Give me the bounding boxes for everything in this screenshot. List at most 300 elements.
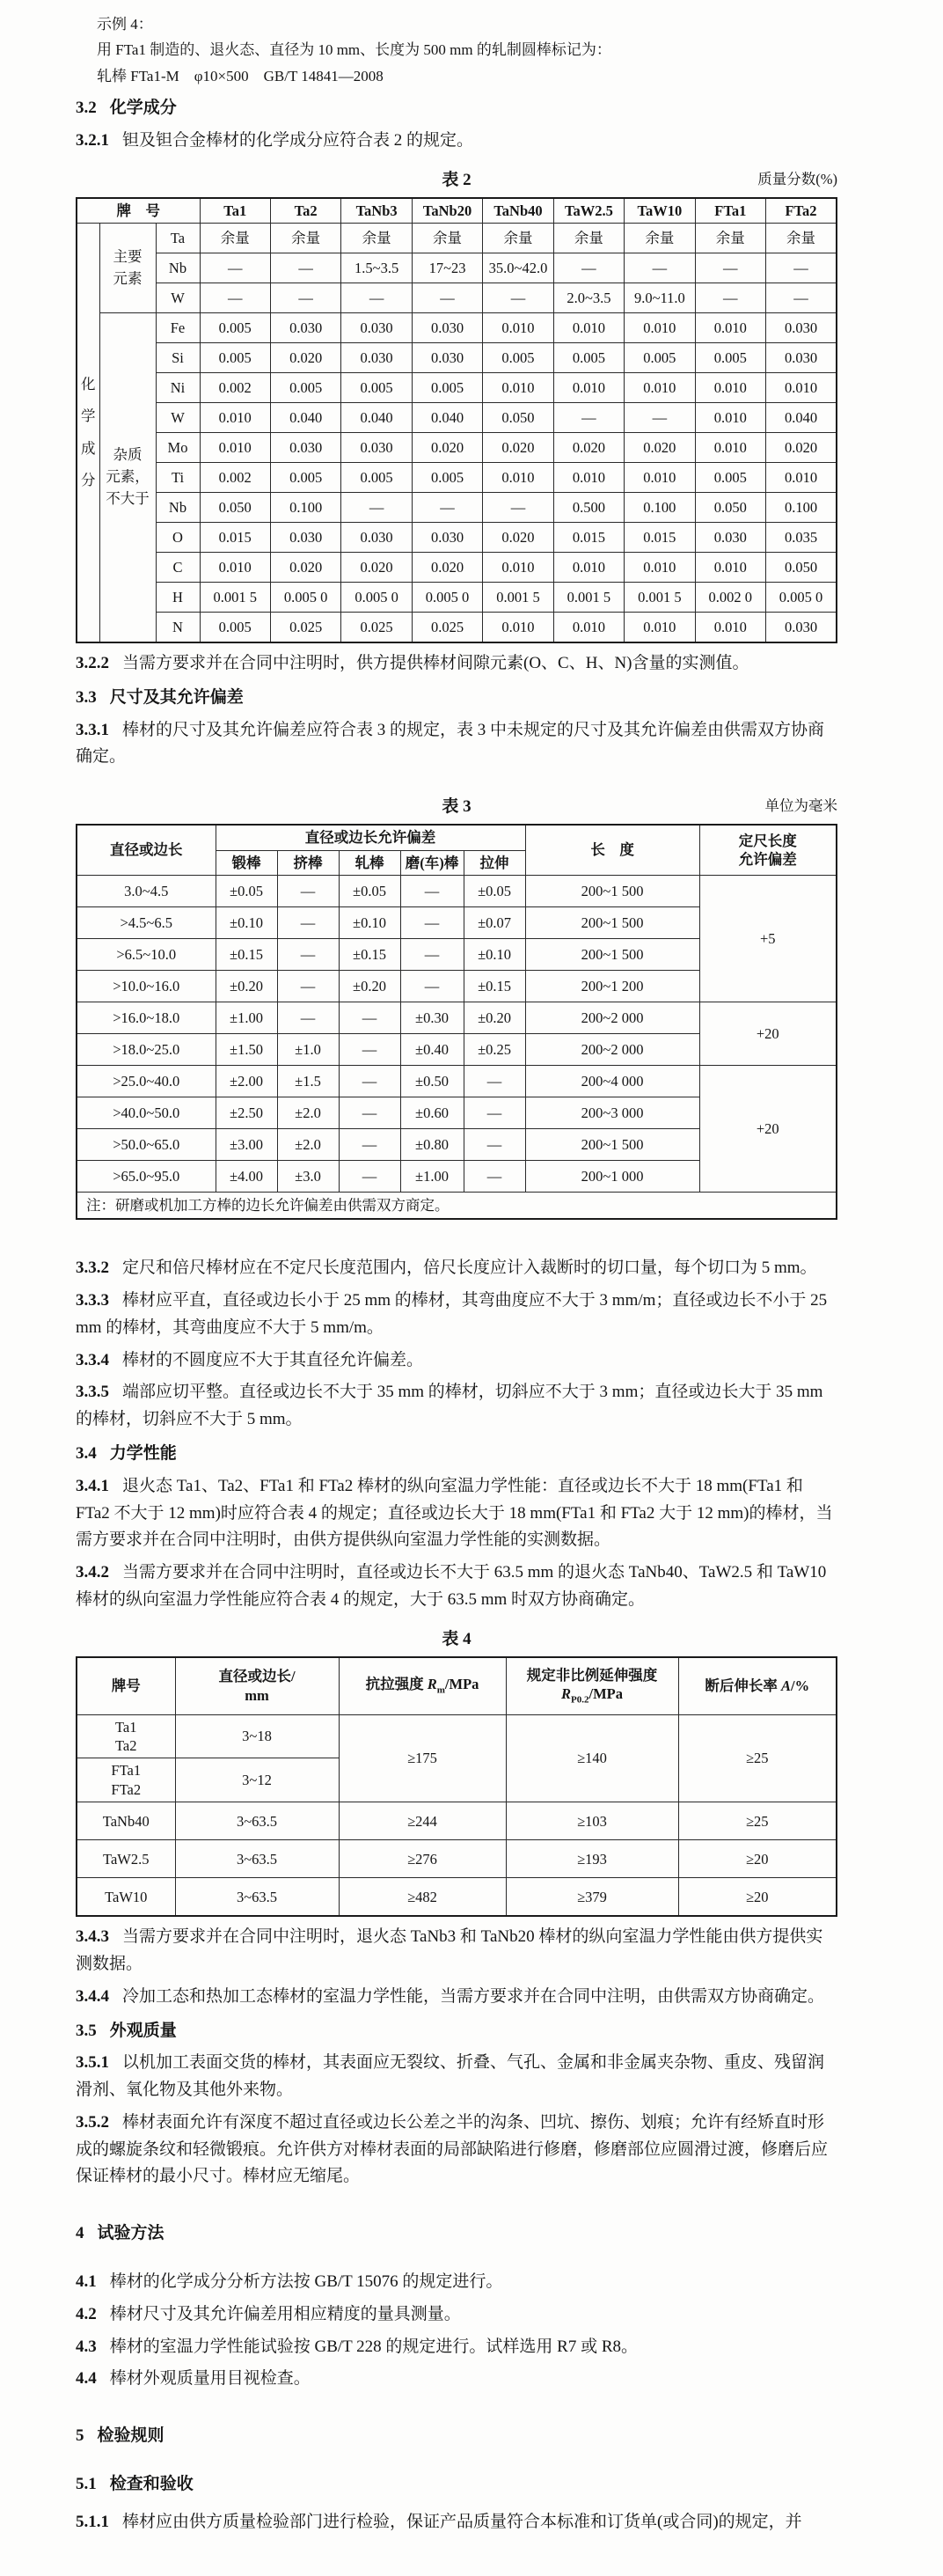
clause-3-2-1: 3.2.1 钽及钽合金棒材的化学成分应符合表 2 的规定。: [76, 130, 474, 150]
table-cell: 杂质 元素， 不大于: [99, 313, 156, 643]
table-cell: 3~63.5: [175, 1878, 339, 1917]
table-cell: —: [483, 283, 553, 313]
table-cell: 0.030: [341, 433, 412, 463]
table2-body: [77, 224, 837, 643]
table-cell: 0.005: [553, 343, 624, 373]
clause-3-3-4: 3.3.4 棒材的不圆度应不大于其直径允许偏差。: [76, 1350, 424, 1369]
table-cell: —: [625, 403, 695, 433]
table-cell: 200~1 200: [525, 970, 699, 1002]
table-cell: 0.020: [625, 433, 695, 463]
table-cell: 1.5~3.5: [341, 253, 412, 283]
table-cell: 0.005 0: [766, 583, 837, 613]
table-2: [76, 197, 837, 643]
table-cell: H: [156, 583, 200, 613]
table-cell: —: [339, 1065, 400, 1097]
table4-body: [77, 1714, 837, 1916]
table-cell: 0.025: [270, 613, 340, 643]
table3-unit: 单位为毫米: [764, 797, 837, 815]
table-cell: 0.010: [695, 373, 765, 403]
table-cell: 余量: [270, 224, 340, 253]
table-cell: 余量: [483, 224, 553, 253]
clause-3-2-2: 3.2.2 当需方要求并在合同中注明时，供方提供棒材间隙元素(O、C、H、N)含量的实测值。: [76, 654, 749, 672]
table-cell: —: [766, 283, 837, 313]
table-cell: 2.0~3.5: [553, 283, 624, 313]
table-cell: 0.010: [695, 313, 765, 343]
column-header: 直径或边长/ mm: [175, 1657, 339, 1715]
table-cell: ≥276: [339, 1840, 506, 1878]
table-cell: 200~1 500: [525, 906, 699, 938]
table-cell: 0.005: [695, 463, 765, 493]
table-cell: 0.040: [270, 403, 340, 433]
table-cell: 3~63.5: [175, 1802, 339, 1840]
table-row: [77, 583, 837, 613]
table-cell: FTa1 FTa2: [77, 1758, 175, 1802]
table-cell: 0.005: [483, 343, 553, 373]
table-cell: 余量: [341, 224, 412, 253]
table-cell: 0.010: [625, 373, 695, 403]
table4-caption-row: [76, 1626, 837, 1651]
table-cell: >40.0~50.0: [77, 1097, 216, 1128]
table-cell: —: [339, 1033, 400, 1065]
table2-unit: 质量分数(%): [757, 170, 837, 187]
table-cell: —: [400, 970, 464, 1002]
table-cell: 0.005: [200, 343, 270, 373]
table-cell: 17~23: [412, 253, 482, 283]
table-cell: TaW10: [77, 1878, 175, 1917]
column-header: 定尺长度 允许偏差: [699, 825, 837, 875]
column-header: TaNb3: [341, 198, 412, 224]
table-cell: —: [200, 253, 270, 283]
table-cell: ±4.00: [216, 1160, 277, 1192]
table-cell: ±1.50: [216, 1033, 277, 1065]
table-cell: 0.020: [270, 343, 340, 373]
table-cell: 0.010: [625, 613, 695, 643]
table-cell: 0.025: [341, 613, 412, 643]
table-cell: W: [156, 283, 200, 313]
table-cell: +20: [699, 1002, 837, 1065]
table-row: [77, 1878, 837, 1917]
table-cell: >65.0~95.0: [77, 1160, 216, 1192]
table-cell: ≥193: [506, 1840, 678, 1878]
clause-3-3-2: 3.3.2 定尺和倍尺棒材应在不定尺长度范围内，倍尺长度应计入裁断时的切口量，每个切口为 5 mm。: [76, 1259, 817, 1278]
table-cell: ±0.07: [464, 906, 525, 938]
table-cell: 0.010: [553, 553, 624, 583]
table-cell: ±2.0: [277, 1128, 339, 1160]
table-cell: ±0.20: [339, 970, 400, 1002]
table-cell: ±0.50: [400, 1065, 464, 1097]
table-cell: 余量: [766, 224, 837, 253]
table-row: [77, 523, 837, 553]
table-cell: 0.010: [625, 553, 695, 583]
table-cell: —: [464, 1128, 525, 1160]
table-cell: —: [464, 1065, 525, 1097]
table-cell: 0.005: [341, 373, 412, 403]
table-cell: —: [339, 1002, 400, 1033]
table-cell: +5: [699, 875, 837, 1002]
table-cell: ±0.80: [400, 1128, 464, 1160]
table-cell: +20: [699, 1065, 837, 1192]
example-line-2: 轧棒 FTa1-M φ10×500 GB/T 14841—2008: [97, 67, 384, 84]
table-cell: 0.100: [270, 493, 340, 523]
table-cell: >16.0~18.0: [77, 1002, 216, 1033]
table-cell: >6.5~10.0: [77, 938, 216, 970]
table-cell: 200~2 000: [525, 1033, 699, 1065]
table-cell: ±2.00: [216, 1065, 277, 1097]
column-header: 直径或边长: [77, 825, 216, 875]
table-cell: 0.030: [341, 313, 412, 343]
column-header: 抗拉强度 $R_m$/MPa: [339, 1657, 506, 1715]
column-header: 牌号: [77, 1657, 175, 1715]
table-cell: 0.005: [412, 373, 482, 403]
table-cell: —: [400, 938, 464, 970]
table-cell: ±0.20: [464, 1002, 525, 1033]
table-cell: >50.0~65.0: [77, 1128, 216, 1160]
table-cell: 0.002: [200, 463, 270, 493]
table-cell: Si: [156, 343, 200, 373]
table-cell: 主要 元素: [99, 224, 156, 313]
table-row: [77, 613, 837, 643]
table-cell: ±1.0: [277, 1033, 339, 1065]
table3-caption-row: [76, 794, 837, 818]
table-row: [77, 1714, 837, 1758]
table-cell: —: [766, 253, 837, 283]
clause-3-4-4: 3.4.4 冷加工态和热加工态棒材的室温力学性能，当需方要求并在合同中注明，由供需双方协商确定。: [76, 1986, 825, 2006]
table-cell: 0.100: [625, 493, 695, 523]
table-cell: ≥20: [678, 1840, 837, 1878]
chapter-5: 5 检验规则: [76, 2426, 164, 2446]
table-cell: 0.030: [766, 613, 837, 643]
table-cell: 0.020: [341, 553, 412, 583]
table-cell: 余量: [200, 224, 270, 253]
table-cell: 余量: [553, 224, 624, 253]
table-cell: ±0.10: [464, 938, 525, 970]
clause-4-2: 4.2 棒材尺寸及其允许偏差用相应精度的量具测量。: [76, 2304, 461, 2323]
clause-3-5-2: 3.5.2 棒材表面允许有深度不超过直径或边长公差之半的沟条、凹坑、擦伤、划痕；允许有经矫直时形成的螺旋条纹和轻微锻痕。允许供方对棒材表面的局部缺陷进行修磨，修磨部位应圆滑过渡，修磨后应保证棒材的最小尺寸。棒材应无缩尾。: [76, 2112, 829, 2186]
table-cell: Mo: [156, 433, 200, 463]
table-cell: ≥20: [678, 1878, 837, 1917]
table-cell: O: [156, 523, 200, 553]
section-3-3: 3.3 尺寸及其允许偏差: [76, 687, 244, 707]
column-header: 直径或边长允许偏差: [216, 825, 525, 850]
table-cell: —: [464, 1160, 525, 1192]
table-cell: ±0.60: [400, 1097, 464, 1128]
table-row: [77, 553, 837, 583]
table-cell: 0.005: [200, 613, 270, 643]
table-cell: 0.010: [483, 313, 553, 343]
table-cell: 0.030: [766, 313, 837, 343]
table-cell: —: [464, 1097, 525, 1128]
table-row: [77, 1840, 837, 1878]
section-3-2: 3.2 化学成分: [76, 99, 177, 118]
table-row: [77, 1802, 837, 1840]
table3-body: [77, 875, 837, 1192]
column-header: 锻棒: [216, 850, 277, 875]
table-cell: ±2.0: [277, 1097, 339, 1128]
table-cell: ±0.10: [339, 906, 400, 938]
table-cell: Fe: [156, 313, 200, 343]
example-label: 示例 4：: [97, 16, 153, 33]
table-cell: 0.010: [483, 463, 553, 493]
table-row: [77, 463, 837, 493]
table-cell: 3~18: [175, 1714, 339, 1758]
table-cell: 0.010: [695, 613, 765, 643]
table-cell: —: [412, 493, 482, 523]
column-header: 拉伸: [464, 850, 525, 875]
table-cell: —: [339, 1097, 400, 1128]
table-cell: >18.0~25.0: [77, 1033, 216, 1065]
table-cell: 0.002: [200, 373, 270, 403]
table-cell: 0.010: [200, 403, 270, 433]
column-header: TaW2.5: [553, 198, 624, 224]
table2-brand-row: [77, 198, 837, 224]
table-cell: 0.010: [695, 553, 765, 583]
table-cell: 化学成分: [77, 224, 99, 643]
table-cell: 0.001 5: [625, 583, 695, 613]
table-cell: Nb: [156, 493, 200, 523]
table-cell: Ni: [156, 373, 200, 403]
table-cell: 0.005: [270, 463, 340, 493]
table-cell: 0.010: [483, 553, 553, 583]
table-cell: ±0.05: [339, 875, 400, 906]
table-cell: —: [277, 970, 339, 1002]
table-cell: 0.010: [625, 463, 695, 493]
column-header: 牌 号: [77, 198, 200, 224]
table-cell: 0.030: [270, 523, 340, 553]
table-cell: TaNb40: [77, 1802, 175, 1840]
table-cell: ±0.30: [400, 1002, 464, 1033]
chapter-4: 4 试验方法: [76, 2224, 164, 2243]
column-header: TaW10: [625, 198, 695, 224]
table-cell: 0.050: [695, 493, 765, 523]
section-5-1: 5.1 检查和验收: [76, 2474, 194, 2493]
table-cell: 0.005 0: [341, 583, 412, 613]
table-cell: 0.001 5: [553, 583, 624, 613]
table-cell: ±3.00: [216, 1128, 277, 1160]
table-cell: 0.030: [695, 523, 765, 553]
column-header: 挤棒: [277, 850, 339, 875]
table-cell: 3~63.5: [175, 1840, 339, 1878]
table-cell: 0.010: [766, 463, 837, 493]
table-cell: ±0.10: [216, 906, 277, 938]
table-cell: 0.040: [766, 403, 837, 433]
table-cell: 200~4 000: [525, 1065, 699, 1097]
table-cell: 0.010: [766, 373, 837, 403]
table-cell: ≥379: [506, 1878, 678, 1917]
table-cell: 0.020: [270, 553, 340, 583]
column-header: FTa2: [766, 198, 837, 224]
example-block: [76, 13, 837, 88]
table-cell: 200~1 000: [525, 1160, 699, 1192]
table-cell: 0.035: [766, 523, 837, 553]
table-cell: 0.030: [412, 523, 482, 553]
table-cell: 0.500: [553, 493, 624, 523]
table-cell: 0.010: [200, 553, 270, 583]
table-cell: —: [553, 253, 624, 283]
table-cell: ≥25: [678, 1802, 837, 1840]
table-cell: —: [200, 283, 270, 313]
table-cell: 0.030: [341, 523, 412, 553]
table-cell: ±0.05: [464, 875, 525, 906]
table-cell: ±2.50: [216, 1097, 277, 1128]
table-cell: 0.030: [412, 343, 482, 373]
table-cell: ≥140: [506, 1714, 678, 1802]
table-cell: ≥175: [339, 1714, 506, 1802]
table-cell: 0.005: [695, 343, 765, 373]
table-row: [77, 253, 837, 283]
table-cell: 0.020: [412, 553, 482, 583]
table-cell: —: [695, 253, 765, 283]
clause-5-1-1: 5.1.1 棒材应由供方质量检验部门进行检验，保证产品质量符合本标准和订货单(或合同)的规定，并: [76, 2512, 802, 2531]
table-cell: C: [156, 553, 200, 583]
table-cell: Ti: [156, 463, 200, 493]
table-cell: 0.010: [695, 433, 765, 463]
table-cell: N: [156, 613, 200, 643]
table-cell: 0.010: [200, 433, 270, 463]
table4-caption: 表 4: [442, 1629, 472, 1648]
table-cell: ±0.25: [464, 1033, 525, 1065]
table-cell: 0.030: [766, 343, 837, 373]
table-cell: 3.0~4.5: [77, 875, 216, 906]
table-4: [76, 1656, 837, 1918]
table-cell: Nb: [156, 253, 200, 283]
table-cell: 9.0~11.0: [625, 283, 695, 313]
table-cell: —: [270, 253, 340, 283]
table-cell: ≥482: [339, 1878, 506, 1917]
table-cell: 余量: [412, 224, 482, 253]
table-cell: ±0.15: [216, 938, 277, 970]
table-cell: —: [553, 403, 624, 433]
table-cell: —: [277, 906, 339, 938]
table-cell: 3~12: [175, 1758, 339, 1802]
table-cell: ±3.0: [277, 1160, 339, 1192]
table-cell: ≥244: [339, 1802, 506, 1840]
example-line-1: 用 FTa1 制造的、退火态、直径为 10 mm、长度为 500 mm 的轧制圆棒标记为：: [97, 41, 611, 59]
table-cell: ±0.05: [216, 875, 277, 906]
table-cell: >4.5~6.5: [77, 906, 216, 938]
clause-3-5-1: 3.5.1 以机加工表面交货的棒材，其表面应无裂纹、折叠、气孔、金属和非金属夹杂物、重皮、残留润滑剂、氧化物及其他外来物。: [76, 2053, 825, 2100]
table-cell: 0.040: [341, 403, 412, 433]
table-cell: 200~2 000: [525, 1002, 699, 1033]
column-header: 磨(车)棒: [400, 850, 464, 875]
table-cell: 余量: [625, 224, 695, 253]
table-cell: 0.010: [625, 313, 695, 343]
table-cell: 0.050: [766, 553, 837, 583]
table-cell: ±0.15: [464, 970, 525, 1002]
table-cell: 0.050: [483, 403, 553, 433]
table-cell: 0.020: [483, 523, 553, 553]
table-cell: 0.020: [412, 433, 482, 463]
table-cell: W: [156, 403, 200, 433]
table-cell: 200~1 500: [525, 938, 699, 970]
table-cell: 余量: [695, 224, 765, 253]
table-cell: Ta: [156, 224, 200, 253]
table-cell: 0.010: [553, 463, 624, 493]
clause-3-4-2: 3.4.2 当需方要求并在合同中注明时，直径或边长不大于 63.5 mm 的退火态 TaNb40、TaW2.5 和 TaW10 棒材的纵向室温力学性能应符合表 4 的规定，大于 63.5 mm 时双方协商确定。: [76, 1563, 827, 1609]
table-cell: 0.005: [341, 463, 412, 493]
table-cell: ≥103: [506, 1802, 678, 1840]
table-cell: ±0.20: [216, 970, 277, 1002]
table-cell: —: [412, 283, 482, 313]
clause-4-1: 4.1 棒材的化学成分分析方法按 GB/T 15076 的规定进行。: [76, 2271, 503, 2291]
table-cell: 0.010: [483, 373, 553, 403]
table-cell: 0.015: [200, 523, 270, 553]
table4-header-row: [77, 1657, 837, 1715]
table-row: [77, 493, 837, 523]
table-cell: —: [270, 283, 340, 313]
table-cell: ±0.15: [339, 938, 400, 970]
table-cell: 0.005: [200, 313, 270, 343]
table-3: [76, 824, 837, 1220]
table-cell: 0.040: [412, 403, 482, 433]
table-cell: 0.005: [270, 373, 340, 403]
table-cell: 0.010: [553, 373, 624, 403]
table-cell: 0.030: [270, 313, 340, 343]
table-cell: 0.010: [483, 613, 553, 643]
table-cell: ±1.00: [400, 1160, 464, 1192]
table-cell: —: [400, 906, 464, 938]
table-cell: —: [695, 283, 765, 313]
table-cell: 0.030: [341, 343, 412, 373]
column-header: Ta1: [200, 198, 270, 224]
table-cell: —: [625, 253, 695, 283]
table-cell: >10.0~16.0: [77, 970, 216, 1002]
table-row: [77, 403, 837, 433]
table-cell: 35.0~42.0: [483, 253, 553, 283]
table-cell: —: [277, 1002, 339, 1033]
clause-3-4-1: 3.4.1 退火态 Ta1、Ta2、FTa1 和 FTa2 棒材的纵向室温力学性能：直径或边长不大于 18 mm(FTa1 和 FTa2 不大于 12 mm)时应符合表 4 的规定；直径或边长大于 18 mm(FTa1 和 FTa2 大于 12 mm)的棒材，当需方要求并在合同中注明时，由供方提供纵向室温力学性能的实测数据。: [76, 1476, 833, 1550]
table-cell: —: [483, 493, 553, 523]
table2-caption: 表 2: [442, 170, 472, 189]
table-cell: 0.010: [553, 313, 624, 343]
table3-note: 注：研磨或机加工方棒的边长允许偏差由供需双方商定。: [77, 1192, 837, 1219]
table-row: [77, 313, 837, 343]
table-cell: 0.030: [270, 433, 340, 463]
column-header: TaNb40: [483, 198, 553, 224]
table-cell: 200~3 000: [525, 1097, 699, 1128]
table-cell: 0.010: [695, 403, 765, 433]
table-row: [77, 224, 837, 253]
table-cell: 0.020: [553, 433, 624, 463]
column-header: 规定非比例延伸强度 $R_{P0.2}$/MPa: [506, 1657, 678, 1715]
table-cell: 0.005 0: [270, 583, 340, 613]
table-cell: 0.100: [766, 493, 837, 523]
table-row: [77, 373, 837, 403]
table-cell: 200~1 500: [525, 875, 699, 906]
table-cell: 0.050: [200, 493, 270, 523]
table-cell: —: [277, 875, 339, 906]
table-cell: —: [341, 493, 412, 523]
table2-caption-row: [76, 167, 837, 192]
table-cell: 0.001 5: [483, 583, 553, 613]
table-cell: —: [341, 283, 412, 313]
clause-3-4-3: 3.4.3 当需方要求并在合同中注明时，退火态 TaNb3 和 TaNb20 棒材的纵向室温力学性能由供方提供实测数据。: [76, 1927, 823, 1974]
column-header: Ta2: [270, 198, 340, 224]
table-cell: 0.025: [412, 613, 482, 643]
table-cell: ±1.00: [216, 1002, 277, 1033]
table-row: [77, 283, 837, 313]
column-header: 断后伸长率 A/%: [678, 1657, 837, 1715]
table-cell: 0.030: [412, 313, 482, 343]
table-cell: 0.005: [412, 463, 482, 493]
clause-4-3: 4.3 棒材的室温力学性能试验按 GB/T 228 的规定进行。试样选用 R7 或 R8。: [76, 2337, 639, 2356]
clause-3-3-3: 3.3.3 棒材应平直，直径或边长小于 25 mm 的棒材，其弯曲度应不大于 3 mm/m；直径或边长不小于 25 mm 的棒材，其弯曲度应不大于 5 mm/m。: [76, 1291, 828, 1337]
table3-caption: 表 3: [442, 797, 472, 817]
table-row: [77, 875, 837, 906]
table-cell: 200~1 500: [525, 1128, 699, 1160]
clause-3-3-1: 3.3.1 棒材的尺寸及其允许偏差应符合表 3 的规定，表 3 中未规定的尺寸及其允许偏差由供需双方协商确定。: [76, 720, 825, 767]
table-cell: —: [400, 875, 464, 906]
table-cell: 0.001 5: [200, 583, 270, 613]
